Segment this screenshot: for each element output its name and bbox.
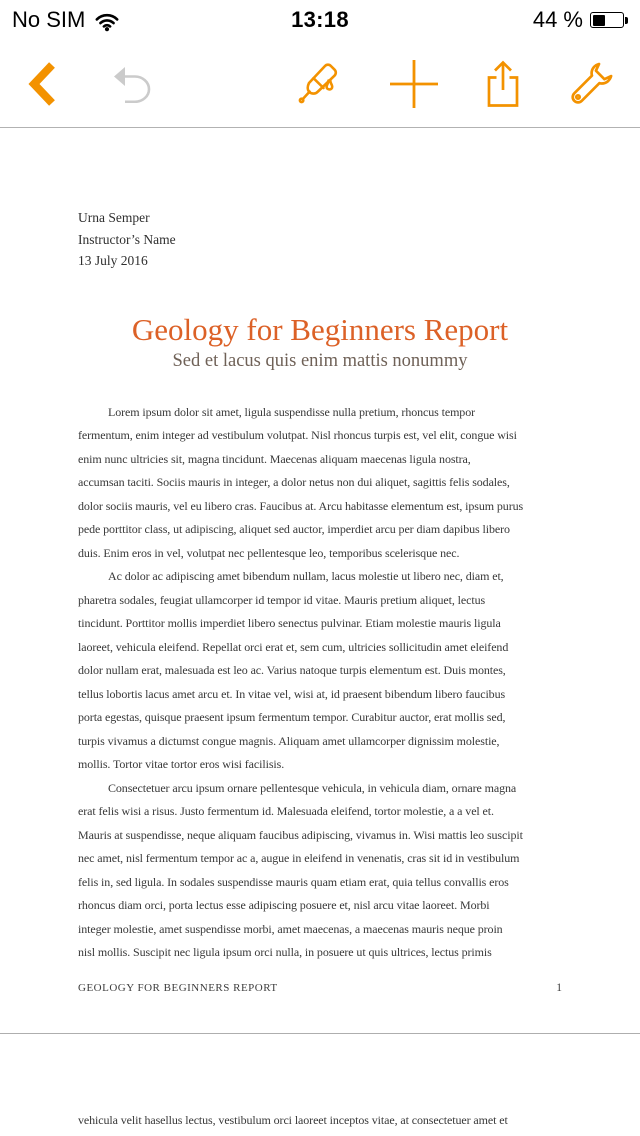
body-line: pede porttitor class, ut adipiscing, aliquet sed auctor, imperdiet arcu per diam dapibus libero bbox=[78, 522, 510, 536]
share-icon bbox=[484, 59, 522, 109]
carrier-label: No SIM bbox=[12, 7, 86, 32]
body-line: integer molestie, amet suspendisse morbi, amet maecenas, a maecenas mauris neque proin bbox=[78, 921, 503, 936]
body-line: mollis. Tortor vitae tortor eros wisi facilisis. bbox=[78, 757, 285, 771]
body-line: tellus lobortis lacus amet arcu et. In vitae vel, wisi at, id praesent bibendum libero faucibus bbox=[78, 686, 506, 701]
author-name: Urna Semper bbox=[78, 210, 150, 225]
document-title: Geology for Beginners Report bbox=[131, 311, 509, 347]
body-line: felis in, sed ligula. In sodales suspendisse mauris quam etiam erat, quia tellus convallis eros bbox=[78, 874, 509, 889]
undo-icon bbox=[108, 65, 156, 103]
body-line: dolor nullam erat, malesuada est leo ac. Varius natoque turpis elementum est. Duis montes, bbox=[78, 663, 506, 677]
battery-percent-label: 44 % bbox=[532, 7, 583, 32]
plus-icon bbox=[388, 58, 440, 110]
insert-button[interactable] bbox=[388, 58, 440, 110]
paintbrush-icon bbox=[294, 59, 344, 109]
paragraph bbox=[78, 777, 562, 965]
body-line: laoreet, vehicula eleifend. Repellat orci erat et, sem cum, ultricies sollicitudin amet eleifend bbox=[78, 639, 509, 654]
paragraph bbox=[78, 401, 562, 566]
document-date: 13 July 2016 bbox=[78, 253, 148, 268]
page-footer bbox=[78, 982, 562, 994]
body-line: tincidunt. Porttitor mollis imperdiet libero senectus pulvinar. Etiam molestie mauris ligula bbox=[78, 616, 501, 630]
clock: 13:18 bbox=[291, 7, 349, 32]
body-line: Mauris at suspendisse, neque aliquam faucibus adipiscing, vivamus in. Wisi mattis leo suscipit bbox=[78, 827, 523, 842]
document-subtitle: Sed et lacus quis enim mattis nonummy bbox=[172, 350, 468, 371]
tools-button[interactable] bbox=[566, 60, 614, 108]
body-line: fermentum, enim integer ad vestibulum volutpat. Nisl rhoncus turpis est, vel elit, congue wisi bbox=[78, 428, 517, 442]
body-line: Consectetuer arcu ipsum ornare pellentesque vehicula, in vehicula diam, ornare magna bbox=[108, 780, 517, 795]
body-line: nisl mollis. Suscipit nec ligula ipsum orci nulla, in posuere ut quis ultrices, lectus primis bbox=[78, 945, 492, 959]
battery-icon bbox=[590, 12, 628, 28]
document-canvas bbox=[0, 129, 640, 1136]
body-line: vehicula velit hasellus lectus, vestibulum orci laoreet inceptos vitae, at consectetuer amet et bbox=[78, 1113, 508, 1127]
body-line: porta egestas, quisque praesent ipsum fermentum tempor. Curabitur auctor, erat mollis sed, bbox=[78, 710, 506, 724]
body-line: pharetra sodales, feugiat ullamcorper id tempor id vitae. Mauris pretium aliquet, lectus bbox=[78, 592, 486, 607]
body-line: rhoncus diam orci, porta lectus esse adipiscing posuere et, nisl arcu vitae laoreet. Morbi bbox=[78, 898, 490, 912]
body-line: Lorem ipsum dolor sit amet, ligula suspendisse nulla pretium, rhoncus tempor bbox=[108, 404, 476, 419]
document-page-1[interactable] bbox=[0, 129, 640, 1034]
body-line: erat felis wisi a risus. Justo fermentum id. Malesuada eleifend, tortor molestie, a a vel et. bbox=[78, 804, 494, 818]
body-line: dolor sociis mauris, vel eu libero cras. Faucibus at. Arcu habitasse elementum est, ipsum purus bbox=[78, 498, 524, 513]
document-page-2[interactable] bbox=[0, 1034, 640, 1135]
toolbar bbox=[0, 40, 640, 128]
chevron-left-icon bbox=[26, 61, 56, 107]
wifi-icon bbox=[94, 9, 120, 32]
wrench-icon bbox=[566, 60, 614, 108]
page-number: 1 bbox=[556, 982, 562, 994]
undo-button[interactable] bbox=[108, 65, 156, 103]
paragraph bbox=[78, 565, 562, 777]
status-bar bbox=[0, 0, 640, 40]
body-line: nec amet, nisl fermentum tempor ac a, augue in eleifend in venenatis, cras sit id in vestibulum bbox=[78, 851, 520, 865]
footer-running-title: GEOLOGY FOR BEGINNERS REPORT bbox=[78, 982, 278, 994]
body-text[interactable] bbox=[78, 401, 562, 965]
instructor-name: Instructor’s Name bbox=[78, 231, 176, 247]
body-line: accumsan taciti. Sociis mauris in integer, a dolor netus non dui aliquet, sagittis felis sodales, bbox=[78, 475, 510, 489]
format-button[interactable] bbox=[294, 59, 344, 109]
body-line: enim nunc ultricies sit, magna tincidunt. Maecenas aliquam maecenas ligula nostra, bbox=[78, 451, 471, 466]
share-button[interactable] bbox=[484, 59, 522, 109]
body-line: turpis vivamus a dictumst congue magnis. Aliquam amet ullamcorper dignissim molestie, bbox=[78, 733, 500, 748]
author-block bbox=[78, 207, 562, 272]
back-button[interactable] bbox=[26, 61, 56, 107]
body-line: Ac dolor ac adipiscing amet bibendum nullam, lacus molestie ut libero nec, diam et, bbox=[108, 569, 504, 583]
body-line: duis. Enim eros in vel, volutpat nec pellentesque leo, temporibus scelerisque nec. bbox=[78, 545, 460, 560]
